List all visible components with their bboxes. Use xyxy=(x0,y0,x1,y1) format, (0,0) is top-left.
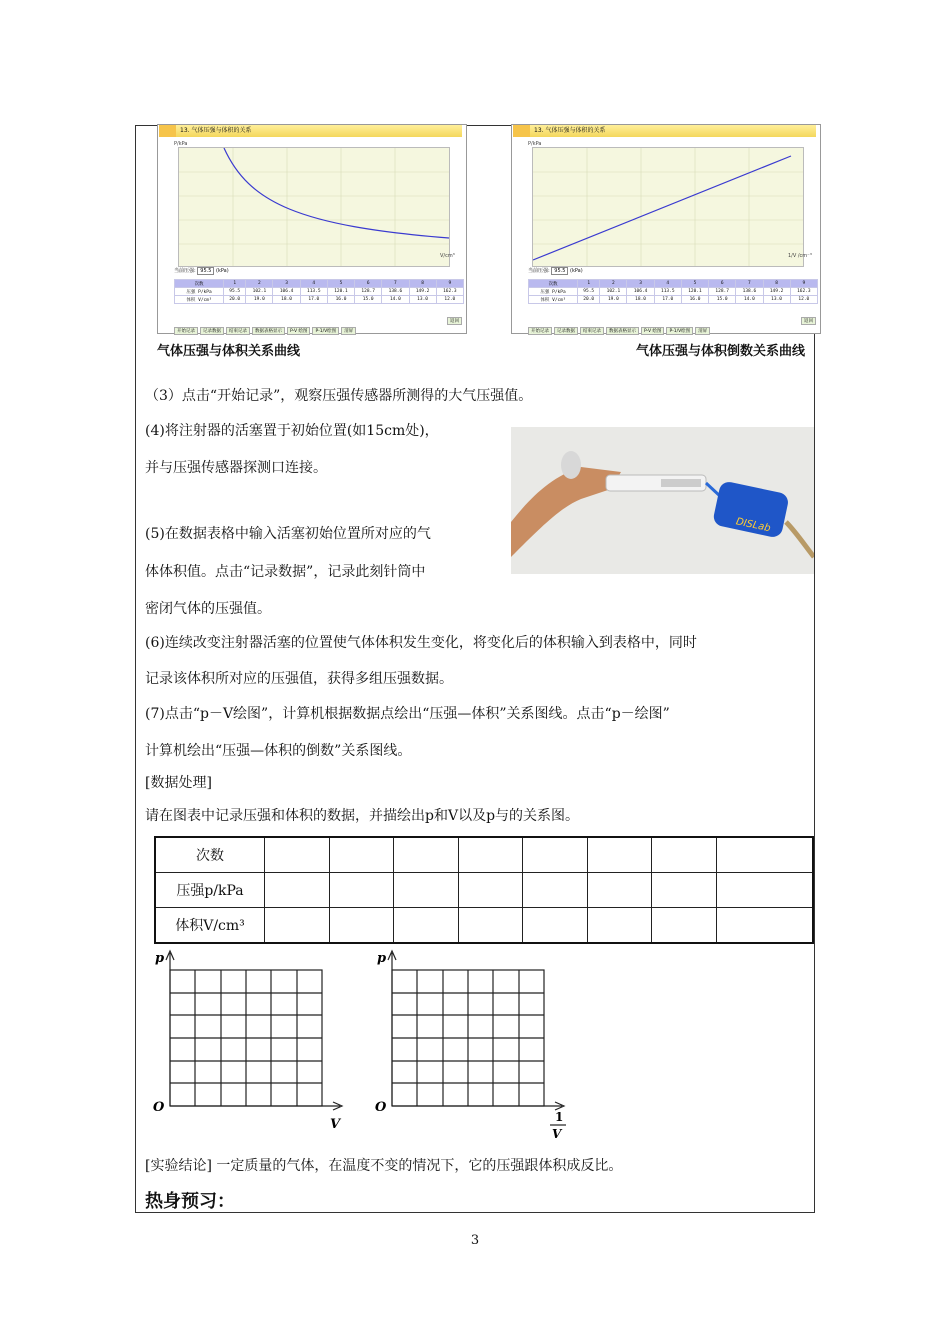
table-cell[interactable]: 15.0 xyxy=(709,296,736,304)
table-header-cell: 7 xyxy=(736,280,763,288)
table-header-cell: 5 xyxy=(327,280,354,288)
v-axis-label: V xyxy=(330,1117,341,1132)
table-display-button[interactable]: 数据表格显示 xyxy=(606,327,639,335)
origin-label: O xyxy=(375,1100,387,1115)
experiment-conclusion: [实验结论] 一定质量的气体，在温度不变的情况下，它的压强跟体积成反比。 xyxy=(145,1158,623,1174)
p-inverse-v-screenshot xyxy=(511,124,821,334)
back-button[interactable]: 返回 xyxy=(801,317,816,325)
blank-cell[interactable] xyxy=(265,837,330,873)
table-cell[interactable]: 12.0 xyxy=(436,296,463,304)
table-cell[interactable]: 162.3 xyxy=(790,288,817,296)
table-cell[interactable]: 14.0 xyxy=(382,296,409,304)
table-header-cell: 4 xyxy=(300,280,327,288)
current-pressure-label: 当前压强: xyxy=(528,268,550,274)
start-record-button[interactable]: 开始记录 xyxy=(174,327,198,335)
back-button[interactable]: 返回 xyxy=(447,317,462,325)
step-5-line3: 密闭气体的压强值。 xyxy=(145,601,271,617)
table-cell[interactable]: 128.7 xyxy=(355,288,382,296)
table-header-cell: 7 xyxy=(382,280,409,288)
row-label: 体积V/cm³ xyxy=(155,907,265,943)
inv-v-numerator: 1 xyxy=(555,1110,564,1124)
pv-graph-paper xyxy=(150,948,350,1138)
blank-cell[interactable] xyxy=(394,837,459,873)
table-cell[interactable]: 16.0 xyxy=(681,296,708,304)
row-label: 压强p/kPa xyxy=(155,873,265,908)
table-header-cell: 9 xyxy=(790,280,817,288)
table-cell[interactable]: 106.4 xyxy=(627,288,654,296)
table-cell[interactable]: 18.0 xyxy=(273,296,300,304)
table-header-cell: 8 xyxy=(409,280,436,288)
p-inv-v-plot-area xyxy=(532,147,804,267)
table-display-button[interactable]: 数据表格显示 xyxy=(252,327,285,335)
section-heading: 热身预习： xyxy=(145,1191,235,1212)
p-axis-label: p xyxy=(377,951,387,966)
y-axis-label: P/kPa xyxy=(174,141,188,147)
p-inv-v-chart xyxy=(533,148,803,266)
table-row xyxy=(155,873,813,908)
row-label: 体积 V/cm³ xyxy=(175,296,224,304)
row-label: 压强 P/kPa xyxy=(529,288,578,296)
table-cell[interactable]: 19.0 xyxy=(600,296,627,304)
p-inv-v-plot-button[interactable]: P-1/V绘图 xyxy=(666,327,693,335)
p-inv-v-graph-paper xyxy=(372,948,572,1140)
sensor-brand-label: DISLab xyxy=(734,516,772,535)
pv-curve-screenshot xyxy=(157,124,467,334)
app-logo-icon xyxy=(513,125,530,137)
table-cell[interactable]: 102.1 xyxy=(246,288,273,296)
p-inv-v-plot-button[interactable]: P-1/V绘图 xyxy=(312,327,339,335)
table-cell[interactable]: 17.0 xyxy=(300,296,327,304)
pv-plot-button[interactable]: P-V 绘图 xyxy=(641,327,664,335)
row-label: 次数 xyxy=(155,837,265,873)
table-header-cell: 2 xyxy=(600,280,627,288)
row-label: 体积 V/cm³ xyxy=(529,296,578,304)
app-logo-icon xyxy=(159,125,176,137)
step-6-line2: 记录该体积所对应的压强值，获得多组压强数据。 xyxy=(145,671,453,687)
table-header-cell: 6 xyxy=(355,280,382,288)
table-header-cell: 2 xyxy=(246,280,273,288)
stop-record-button[interactable]: 结束记录 xyxy=(580,327,604,335)
table-cell[interactable]: 113.5 xyxy=(654,288,681,296)
blank-cell[interactable] xyxy=(394,907,459,943)
table-cell[interactable]: 106.4 xyxy=(273,288,300,296)
blank-cell[interactable] xyxy=(587,907,652,943)
x-axis-label: 1/V /cm⁻³ xyxy=(788,253,812,259)
table-cell[interactable]: 95.5 xyxy=(224,288,246,296)
table-cell[interactable]: 17.0 xyxy=(654,296,681,304)
table-cell[interactable]: 14.0 xyxy=(736,296,763,304)
blank-cell[interactable] xyxy=(587,837,652,873)
table-cell[interactable]: 102.1 xyxy=(600,288,627,296)
blank-cell[interactable] xyxy=(329,907,394,943)
pv-curve xyxy=(224,148,449,238)
table-cell[interactable]: 16.0 xyxy=(327,296,354,304)
pv-plot-area xyxy=(178,147,450,267)
stop-record-button[interactable]: 结束记录 xyxy=(226,327,250,335)
right-caption: 气体压强与体积倒数关系曲线 xyxy=(636,344,806,359)
window-title: 13. 气体压强与体积的关系 xyxy=(530,125,816,137)
table-row xyxy=(155,837,813,873)
table-header-cell: 6 xyxy=(709,280,736,288)
blank-cell[interactable] xyxy=(265,907,330,943)
blank-cell[interactable] xyxy=(523,837,588,873)
step-5-line2: 体体积值。点击“记录数据”，记录此刻针筒中 xyxy=(145,564,426,580)
inv-v-denominator: V xyxy=(552,1127,562,1140)
table-row xyxy=(155,907,813,943)
step-7-line1: (7)点击“p－V绘图”，计算机根据数据点绘出“压强—体积”关系图线。点击“p－绘图” xyxy=(145,706,670,722)
record-data-button[interactable]: 记录数据 xyxy=(200,327,224,335)
clear-button[interactable]: 清屏 xyxy=(341,327,356,335)
table-header-cell: 5 xyxy=(681,280,708,288)
blank-cell[interactable] xyxy=(458,837,523,873)
current-pressure xyxy=(528,267,583,275)
blank-cell[interactable] xyxy=(394,873,459,908)
table-header-cell: 8 xyxy=(763,280,790,288)
blank-cell[interactable] xyxy=(716,907,813,943)
current-pressure-label: 当前压强: xyxy=(174,268,196,274)
table-header-cell: 次数 xyxy=(175,280,224,288)
table-cell[interactable]: 120.1 xyxy=(681,288,708,296)
current-pressure-unit: (kPa) xyxy=(570,268,583,274)
blank-cell[interactable] xyxy=(265,873,330,908)
table-cell[interactable]: 19.0 xyxy=(246,296,273,304)
table-header-cell: 1 xyxy=(224,280,246,288)
table-cell[interactable]: 162.3 xyxy=(436,288,463,296)
blank-cell[interactable] xyxy=(523,873,588,908)
blank-cell[interactable] xyxy=(716,837,813,873)
current-pressure-value: 95.5 xyxy=(197,267,214,275)
blank-cell[interactable] xyxy=(652,837,717,873)
start-record-button[interactable]: 开始记录 xyxy=(528,327,552,335)
page-number: 3 xyxy=(470,1233,480,1248)
blank-cell[interactable] xyxy=(587,873,652,908)
step-5-line1: (5)在数据表格中输入活塞初始位置所对应的气 xyxy=(145,526,431,542)
left-caption: 气体压强与体积关系曲线 xyxy=(157,344,301,359)
table-header-cell: 次数 xyxy=(529,280,578,288)
step-6-line1: (6)连续改变注射器活塞的位置使气体体积发生变化，将变化后的体积输入到表格中，同时 xyxy=(145,635,697,651)
syringe-photo xyxy=(511,427,814,574)
current-pressure-value: 95.5 xyxy=(551,267,568,275)
table-cell[interactable]: 138.6 xyxy=(382,288,409,296)
control-buttons xyxy=(528,317,818,334)
record-data-table xyxy=(154,836,814,944)
p-inv-v-line xyxy=(533,156,791,260)
table-cell[interactable]: 149.2 xyxy=(409,288,436,296)
origin-label: O xyxy=(153,1100,165,1115)
table-header-cell: 1 xyxy=(578,280,600,288)
step-7-line2: 计算机绘出“压强—体积的倒数”关系图线。 xyxy=(145,743,412,759)
record-data-button[interactable]: 记录数据 xyxy=(554,327,578,335)
data-processing-title: [数据处理] xyxy=(145,775,212,791)
data-processing-desc: 请在图表中记录压强和体积的数据，并描绘出p和V以及p与的关系图。 xyxy=(145,808,580,824)
control-buttons xyxy=(174,317,464,334)
table-cell[interactable]: 12.0 xyxy=(790,296,817,304)
window-title: 13. 气体压强与体积的关系 xyxy=(176,125,462,137)
table-header-cell: 9 xyxy=(436,280,463,288)
y-axis-label: P/kPa xyxy=(528,141,542,147)
table-cell[interactable]: 20.0 xyxy=(578,296,600,304)
blank-cell[interactable] xyxy=(652,873,717,908)
table-cell[interactable]: 13.0 xyxy=(409,296,436,304)
pv-curve-chart xyxy=(179,148,449,266)
table-cell[interactable]: 120.1 xyxy=(327,288,354,296)
pv-plot-button[interactable]: P-V 绘图 xyxy=(287,327,310,335)
blank-cell[interactable] xyxy=(458,873,523,908)
table-cell[interactable]: 15.0 xyxy=(355,296,382,304)
blank-cell[interactable] xyxy=(458,907,523,943)
blank-cell[interactable] xyxy=(716,873,813,908)
table-cell[interactable]: 13.0 xyxy=(763,296,790,304)
step-3: （3）点击“开始记录”，观察压强传感器所测得的大气压强值。 xyxy=(145,388,533,404)
syringe-sensor-image xyxy=(511,427,814,574)
table-cell[interactable]: 149.2 xyxy=(763,288,790,296)
table-header-cell: 4 xyxy=(654,280,681,288)
record-table xyxy=(528,279,818,304)
table-header-cell: 3 xyxy=(627,280,654,288)
table-cell[interactable]: 95.5 xyxy=(578,288,600,296)
blank-cell[interactable] xyxy=(652,907,717,943)
blank-cell[interactable] xyxy=(523,907,588,943)
blank-cell[interactable] xyxy=(329,837,394,873)
table-cell[interactable]: 128.7 xyxy=(709,288,736,296)
x-axis-label: V/cm³ xyxy=(440,253,455,259)
step-4-line2: 并与压强传感器探测口连接。 xyxy=(145,460,327,476)
p-axis-label: p xyxy=(155,951,165,966)
record-table xyxy=(174,279,464,304)
current-pressure xyxy=(174,267,229,275)
table-cell[interactable]: 20.0 xyxy=(224,296,246,304)
current-pressure-unit: (kPa) xyxy=(216,268,229,274)
clear-button[interactable]: 清屏 xyxy=(695,327,710,335)
table-cell[interactable]: 18.0 xyxy=(627,296,654,304)
blank-cell[interactable] xyxy=(329,873,394,908)
table-cell[interactable]: 138.6 xyxy=(736,288,763,296)
table-header-cell: 3 xyxy=(273,280,300,288)
row-label: 压强 P/kPa xyxy=(175,288,224,296)
step-4-line1: (4)将注射器的活塞置于初始位置(如15cm处)， xyxy=(145,423,439,439)
table-cell[interactable]: 113.5 xyxy=(300,288,327,296)
